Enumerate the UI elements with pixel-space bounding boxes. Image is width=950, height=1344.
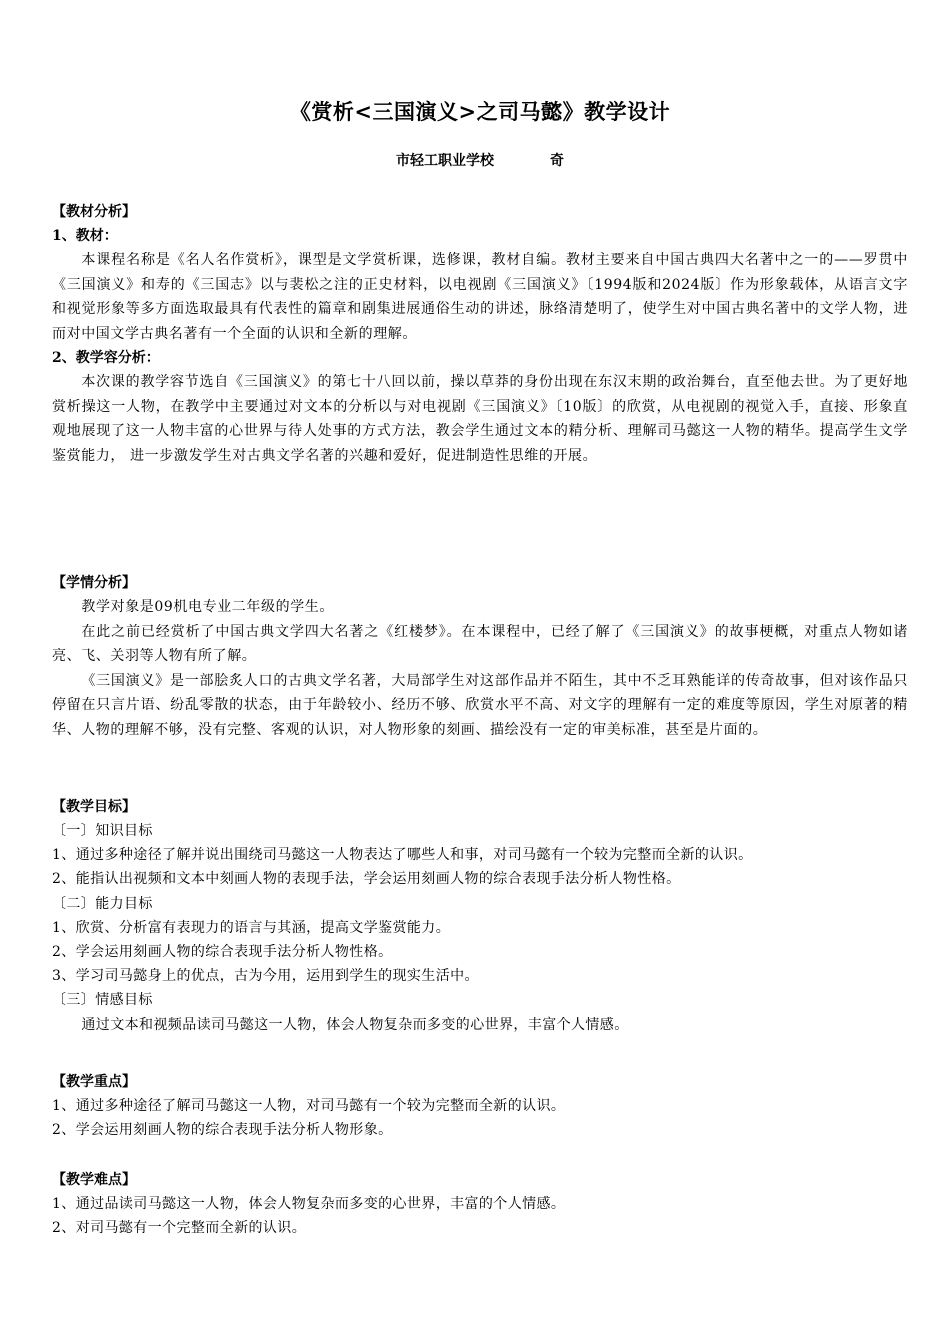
- section-difficulties: [52, 1168, 908, 1240]
- author-school: 市轻工职业学校: [396, 153, 494, 169]
- goal-line: 〔二〕能力目标: [52, 895, 153, 912]
- section-goals: [52, 795, 908, 1037]
- paragraph: 教学对象是09机电专业二年级的学生。: [81, 599, 335, 615]
- section-key-points: [52, 1070, 908, 1142]
- document-title: 《赏析<三国演义>之司马懿》教学设计: [289, 99, 671, 124]
- key-point-line: 2、学会运用刻画人物的综合表现手法分析人物形象。: [52, 1122, 393, 1139]
- difficulty-line: 1、通过品读司马懿这一人物，体会人物复杂而多变的心世界，丰富的个人情感。: [52, 1196, 566, 1212]
- section-material: [52, 200, 908, 468]
- goal-line: 〔一〕知识目标: [52, 823, 153, 839]
- key-point-line: 1、通过多种途径了解司马懿这一人物，对司马懿有一个较为完整而全新的认识。: [52, 1098, 566, 1114]
- section-heading: 【教材分析】: [52, 204, 136, 220]
- author-line: [52, 150, 908, 170]
- section-heading: 【学情分析】: [52, 575, 136, 591]
- section-heading: 【教学难点】: [52, 1172, 136, 1188]
- goal-line: 通过文本和视频品读司马懿这一人物，体会人物复杂而多变的心世界，丰富个人情感。: [81, 1016, 629, 1033]
- document-page: [52, 0, 908, 1344]
- author-name: 奇: [550, 153, 564, 169]
- paragraph: 《三国演义》是一部脍炙人口的古典文学名著，大局部学生对这部作品并不陌生，其中不乏耳熟能详的传奇故事，但对该作品只停留在只言片语、纷乱零散的状态，由于年龄较小、经历不够、欣赏水平不高、对文字的理解有一定的难度等原因，学生对原著的精华、人物的理解不够，没有完整、客观的认识，对人物形象的刻画、描绘没有一定的审美标准，甚至是片面的。: [52, 672, 908, 738]
- goal-line: 1、通过多种途径了解并说出围绕司马懿这一人物表达了哪些人和事，对司马懿有一个较为完整而全新的认识。: [52, 847, 753, 864]
- section-heading: 【教学目标】: [52, 799, 136, 815]
- goal-line: 1、欣赏、分析富有表现力的语言与其涵，提高文学鉴赏能力。: [52, 919, 451, 936]
- goal-line: 3、学习司马懿身上的优点，古为今用，运用到学生的现实生活中。: [52, 968, 479, 985]
- paragraph: 在此之前已经赏析了中国古典文学四大名著之《红楼梦》。在本课程中，已经了解了《三国演义》的故事梗概，对重点人物如诸亮、飞、关羽等人物有所了解。: [52, 623, 908, 664]
- subsection-heading: 2、教学容分析：: [52, 350, 160, 366]
- goal-line: 2、学会运用刻画人物的综合表现手法分析人物性格。: [52, 944, 393, 961]
- paragraph: 本课程名称是《名人名作赏析》，课型是文学赏析课，选修课，教材自编。教材主要来自中国古典四大名著中之一的——罗贯中《三国演义》和寿的《三国志》以与裴松之注的正史材料，以电视剧《三国演义》〔1994版和2024版〕作为形象载体，从语言文字和视觉形象等多方面选取最具有代表性的篇章和剧集进展通俗生动的讲述，脉络清楚明了，使学生对中国古典名著中的文学人物，进而对中国文学古典名著有一个全面的认识和全新的理解。: [52, 252, 908, 342]
- section-heading: 【教学重点】: [52, 1074, 136, 1090]
- paragraph: 本次课的教学容节选自《三国演义》的第七十八回以前，操以草莽的身份出现在东汉末期的政治舞台，直至他去世。为了更好地赏析操这一人物，在教学中主要通过对文本的分析以与对电视剧《三国演义》〔10版〕的欣赏，从电视剧的视觉入手，直接、形象直观地展现了这一人物丰富的心世界与待人处事的方式方法，教会学生通过文本的精分析、理解司马懿这一人物的精华。提高学生文学鉴赏能力， 进一步激发学生对古典文学名著的兴趣和爱好，促进制造性思维的开展。: [52, 374, 908, 464]
- subsection-heading: 1、教材：: [52, 228, 118, 244]
- goal-line: 〔三〕情感目标: [52, 992, 153, 1009]
- section-students: [52, 571, 908, 742]
- goal-line: 2、能指认出视频和文本中刻画人物的表现手法，学会运用刻画人物的综合表现手法分析人物性格。: [52, 871, 681, 888]
- difficulty-line: 2、对司马懿有一个完整而全新的认识。: [52, 1220, 307, 1237]
